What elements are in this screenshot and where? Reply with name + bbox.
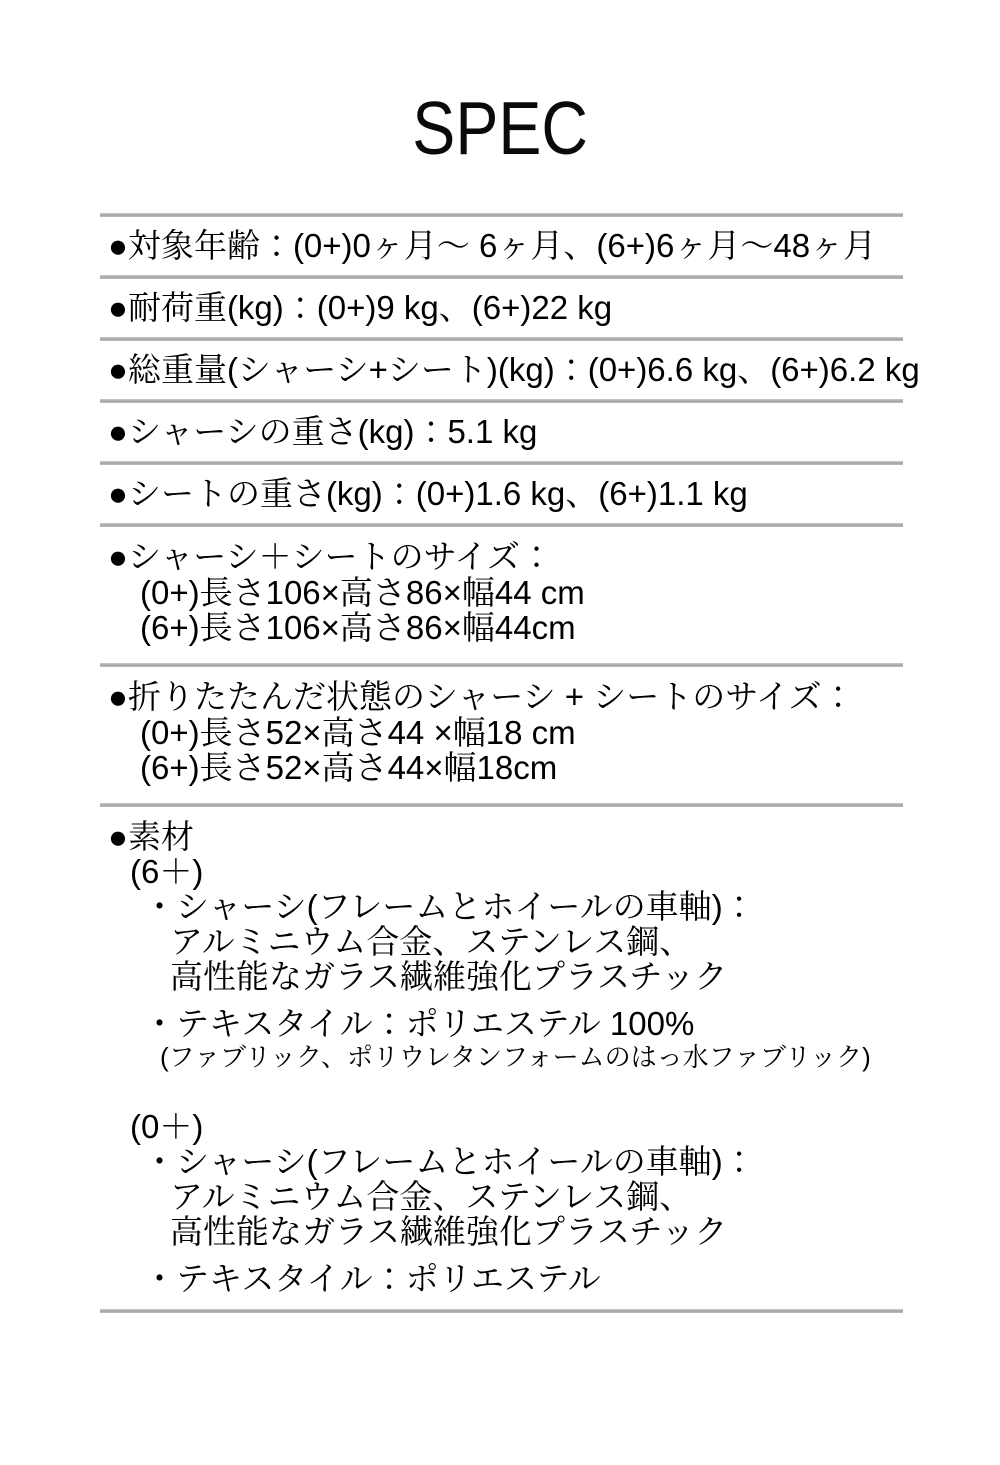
materials-0plus-chassis-title xyxy=(143,1144,903,1179)
materials-6plus-chassis-title-text: シャーシ(フレームとホイールの車軸)： xyxy=(176,888,756,925)
size-section-heading xyxy=(108,539,903,575)
spec-section-size xyxy=(100,527,903,663)
materials-heading xyxy=(108,819,903,854)
materials-6plus-textile-note: (ファブリック、ポリウレタンフォームのはっ水ファブリック) xyxy=(160,1042,871,1072)
bullet-icon: ● xyxy=(108,227,128,264)
materials-group-0plus xyxy=(108,1109,903,1296)
item-bullet-icon: ・ xyxy=(143,1143,176,1180)
materials-6plus-chassis-line: アルミニウム合金、ステンレス鋼、 xyxy=(170,923,693,960)
materials-6plus-chassis-line: 高性能なガラス繊維強化プラスチック xyxy=(170,958,728,995)
materials-6plus-textile-text: テキスタイル：ポリエステル 100% xyxy=(176,1005,695,1042)
bullet-icon: ● xyxy=(108,289,128,326)
spec-row-seat-weight-text: シートの重さ(kg)：(0+)1.6 kg、(6+)1.1 kg xyxy=(127,475,748,512)
page-title-text: SPEC xyxy=(412,86,588,170)
bullet-icon: ● xyxy=(108,475,128,512)
size-line-0plus: (0+)長さ106×高さ86×幅44 cm xyxy=(140,574,585,611)
materials-0plus-textile xyxy=(143,1261,903,1296)
bullet-icon: ● xyxy=(108,538,128,575)
page-title xyxy=(0,0,1000,168)
folded-size-line-0plus: (0+)長さ52×高さ44 ×幅18 cm xyxy=(140,714,576,751)
spec-row-seat-weight xyxy=(100,465,903,523)
materials-group-6plus-label: (6＋) xyxy=(130,853,204,890)
section-divider xyxy=(100,1309,903,1313)
spec-row-age xyxy=(100,217,903,275)
spec-row-chassis-weight xyxy=(100,403,903,461)
spec-row-max-load xyxy=(100,279,903,337)
spec-row-total-weight-text: 総重量(シャーシ+シート)(kg)：(0+)6.6 kg、(6+)6.2 kg xyxy=(127,351,920,388)
spec-row-total-weight xyxy=(100,341,920,399)
materials-group-0plus-label: (0＋) xyxy=(130,1108,204,1145)
folded-size-line-6plus: (6+)長さ52×高さ44×幅18cm xyxy=(140,749,558,786)
item-bullet-icon: ・ xyxy=(143,888,176,925)
materials-heading-text: 素材 xyxy=(127,818,194,855)
materials-6plus-textile xyxy=(143,1006,903,1041)
spec-row-age-text: 対象年齢：(0+)0ヶ月〜 6ヶ月、(6+)6ヶ月〜48ヶ月 xyxy=(127,227,877,264)
spec-section-materials xyxy=(100,807,903,1309)
spec-row-chassis-weight-text: シャーシの重さ(kg)：5.1 kg xyxy=(127,413,538,450)
materials-0plus-chassis-line: 高性能なガラス繊維強化プラスチック xyxy=(170,1213,728,1250)
size-section-heading-text: シャーシ＋シートのサイズ： xyxy=(127,538,553,575)
materials-0plus-chassis-title-text: シャーシ(フレームとホイールの車軸)： xyxy=(176,1143,756,1180)
size-line-6plus: (6+)長さ106×高さ86×幅44cm xyxy=(140,609,576,646)
spec-list xyxy=(100,213,920,1313)
bullet-icon: ● xyxy=(108,351,128,388)
bullet-icon: ● xyxy=(108,818,128,855)
bullet-icon: ● xyxy=(108,413,128,450)
item-bullet-icon: ・ xyxy=(143,1260,176,1297)
materials-6plus-chassis-title xyxy=(143,889,903,924)
materials-0plus-textile-text: テキスタイル：ポリエステル xyxy=(176,1260,601,1297)
materials-group-6plus xyxy=(108,854,903,1073)
bullet-icon: ● xyxy=(108,678,128,715)
spec-section-folded-size xyxy=(100,667,903,803)
folded-size-heading xyxy=(108,679,903,715)
materials-0plus-chassis-line: アルミニウム合金、ステンレス鋼、 xyxy=(170,1178,693,1215)
spec-row-max-load-text: 耐荷重(kg)：(0+)9 kg、(6+)22 kg xyxy=(127,289,613,326)
item-bullet-icon: ・ xyxy=(143,1005,176,1042)
folded-size-heading-text: 折りたたんだ状態のシャーシ + シートのサイズ： xyxy=(127,678,855,715)
